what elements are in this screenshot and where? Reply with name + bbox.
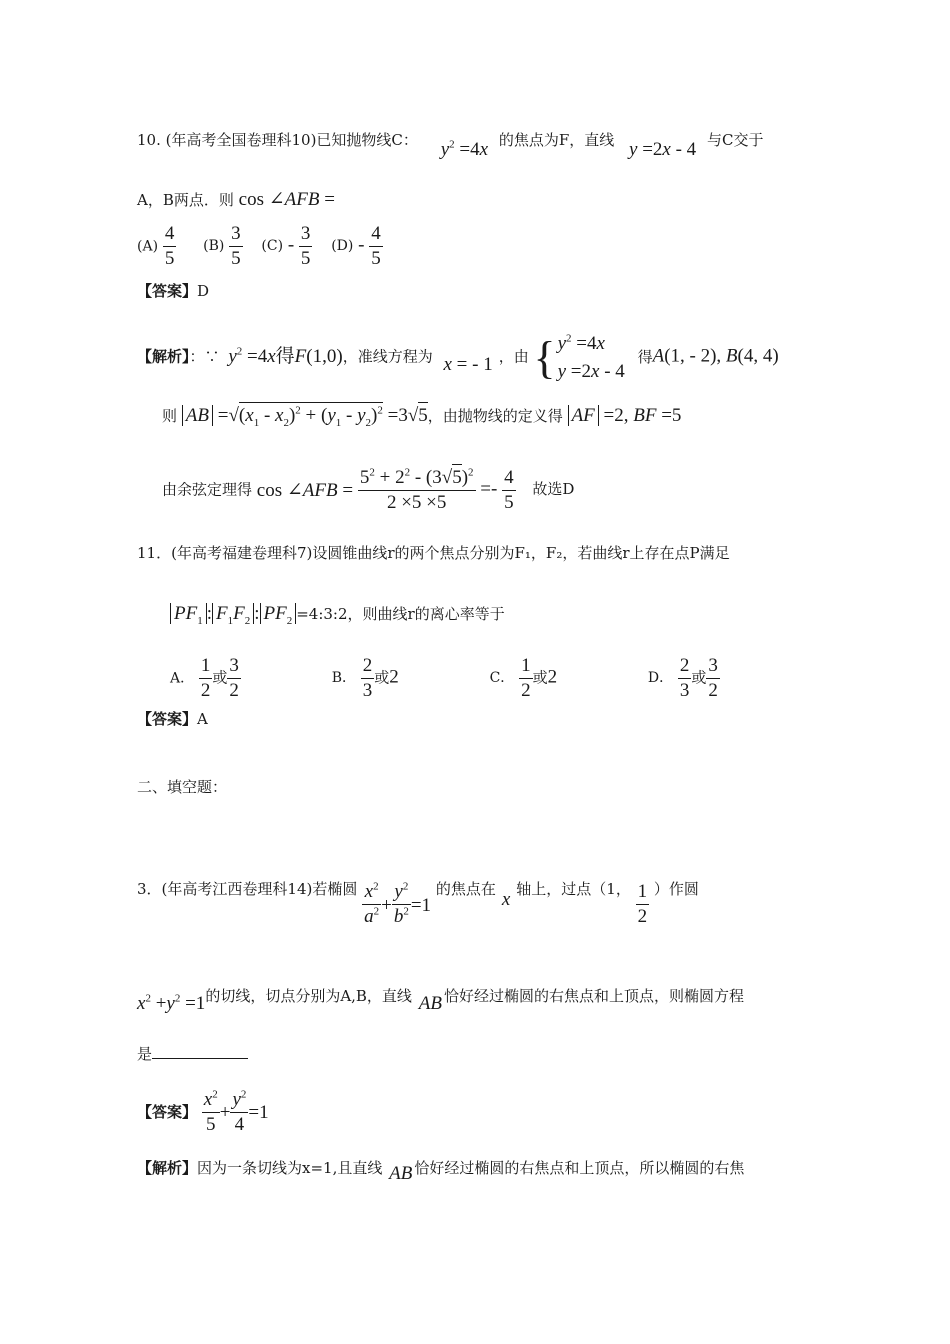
choice-b-value: $\frac{3}{5}$	[231, 223, 241, 269]
choice-d-label: (D)	[331, 238, 354, 255]
q10-line1	[137, 130, 764, 160]
ellipse-x-term: $\frac{x^2}{a^2}$	[364, 880, 380, 927]
q3-answer: 【答案】 $\frac{x^2}{5}$ + $\frac{y^2}{4}$ =1	[137, 1088, 269, 1135]
q11-choices: A． $\frac{1}{2}$ 或 $\frac{3}{2}$ B． $\frac{2}{3}$ 或2 C． $\frac{1}{2}$ 或2 D． $\frac{2}{3}$ 或 $\frac{3}{2}$	[170, 655, 718, 701]
point-y-fraction: $\frac{1}{2}$	[637, 881, 648, 927]
q10-exp-line2: 则 AB $=√(x_1 - x_2)^2 + (y_1 - y_2)^2 =3√5$，由抛物线的定义得 AF =2, BF =5	[162, 406, 681, 425]
cosine-formula: cos ∠AFB =	[256, 479, 354, 501]
choice-c-value: $\frac{3}{5}$	[300, 223, 311, 269]
answer-blank	[152, 1044, 248, 1059]
q3-line1: 3．(年高考江西卷理科14)若椭圆 $\frac{x^2}{a^2}$ + $\frac{y^2}{b^2}$ =1 的焦点在 x 轴上，过点（1， $\frac{1}{2}$ ）作圆	[137, 880, 699, 927]
q10-stem-c: 与C交于	[706, 131, 764, 149]
intersection-points: A(1, - 2), B(4, 4)	[652, 345, 779, 367]
q11-choice-c-label: C．	[489, 670, 515, 687]
answer-value: D	[197, 282, 210, 300]
section-heading: 二、填空题：	[137, 778, 228, 796]
q3-line2: $x^2 +y^2 =1$的切线，切点分别为A,B，直线 AB 恰好经过椭圆的右焦点和上顶点，则椭圆方程	[137, 987, 744, 1014]
q10-stem-a: 10. (年高考全国卷理科10)已知抛物线C：	[137, 131, 418, 149]
q10-exp-line1: 【解析】：∵ $y^2 =4x$得F(1,0)，准线方程为 x = - 1 ，由 { $y^2 =4x$ y =2x - 4 得A(1, - 2), B(4, 4)	[137, 330, 779, 385]
answer-label: 【答案】	[137, 282, 198, 300]
focal-ratio: $PF_1$ : $F_1F_2$ : $PF_2$	[170, 603, 296, 624]
q11-choice-b-label: B．	[331, 670, 356, 687]
parabola-eq: $y^2 =4x$	[440, 138, 489, 160]
choice-a-label: (A)	[137, 238, 159, 255]
cos-afb: cos ∠AFB =	[238, 189, 335, 210]
exp-label: 【解析】	[137, 347, 190, 366]
directrix: x = - 1	[443, 353, 493, 375]
choice-b-label: (B)	[203, 238, 225, 255]
system-brace: {	[533, 331, 556, 383]
q11-choice-a-label: A．	[170, 670, 195, 687]
q10-line2	[137, 190, 335, 209]
cosine-fraction: $\frac{5^2 + 2^2 - (3√5)^2}{2 \times 5 \times 5}$	[358, 468, 476, 513]
ab-length: AB $=√(x_1 - x_2)^2 + (y_1 - y_2)^2 =3√5$	[182, 402, 428, 426]
circle-eq: $x^2 +y^2 =1$	[137, 992, 206, 1014]
ellipse-y-term: $\frac{y^2}{b^2}$	[393, 880, 409, 927]
q10-stem-b: 的焦点为F，直线	[498, 131, 615, 149]
q11-line1: 11．(年高考福建卷理科7)设圆锥曲线r的两个焦点分别为F₁，F₂，若曲线r上存在点P满足	[137, 544, 730, 562]
choice-d-value: $\frac{4}{5}$	[371, 223, 381, 269]
q10-ask: A，B两点．则	[137, 191, 234, 209]
exp-focus: $y^2 =4x$得F(1,0)	[228, 345, 343, 367]
equation-system: $y^2 =4x$ y =2x - 4	[557, 332, 625, 382]
q10-answer	[137, 284, 209, 299]
q3-line3: 是	[137, 1044, 248, 1062]
q10-exp-line3: 由余弦定理得 cos ∠AFB = $\frac{5^2 + 2^2 - (3√5)^2}{2 \times 5 \times 5}$ =- $\frac{4}{5}$ 故选D	[162, 468, 574, 513]
line-eq: y =2x - 4	[629, 139, 697, 160]
q11-line2: $PF_1$ : $F_1F_2$ : $PF_2$ =4:3:2，则曲线r的离心率等于	[170, 604, 505, 623]
q3-explanation: 【解析】因为一条切线为x=1,且直线 AB 恰好经过椭圆的右焦点和上顶点，所以椭圆的右焦	[137, 1159, 745, 1184]
q11-choice-d-label: D．	[647, 670, 674, 687]
cosine-result: $\frac{4}{5}$	[504, 467, 514, 513]
q10-choices: (A) $\frac{4}{5}$ (B) $\frac{3}{5}$ (C) - $\frac{3}{5}$ (D) - $\frac{4}{5}$	[137, 223, 381, 269]
answer-x-term: $\frac{x^2}{5}$	[203, 1088, 218, 1135]
q11-answer: 【答案】A	[137, 710, 208, 728]
answer-y-term: $\frac{y^2}{4}$	[232, 1088, 247, 1135]
choice-a-value: $\frac{4}{5}$	[164, 223, 175, 269]
choice-c-label: (C)	[261, 238, 284, 255]
af-bf: AF =2, BF =5	[568, 405, 682, 426]
